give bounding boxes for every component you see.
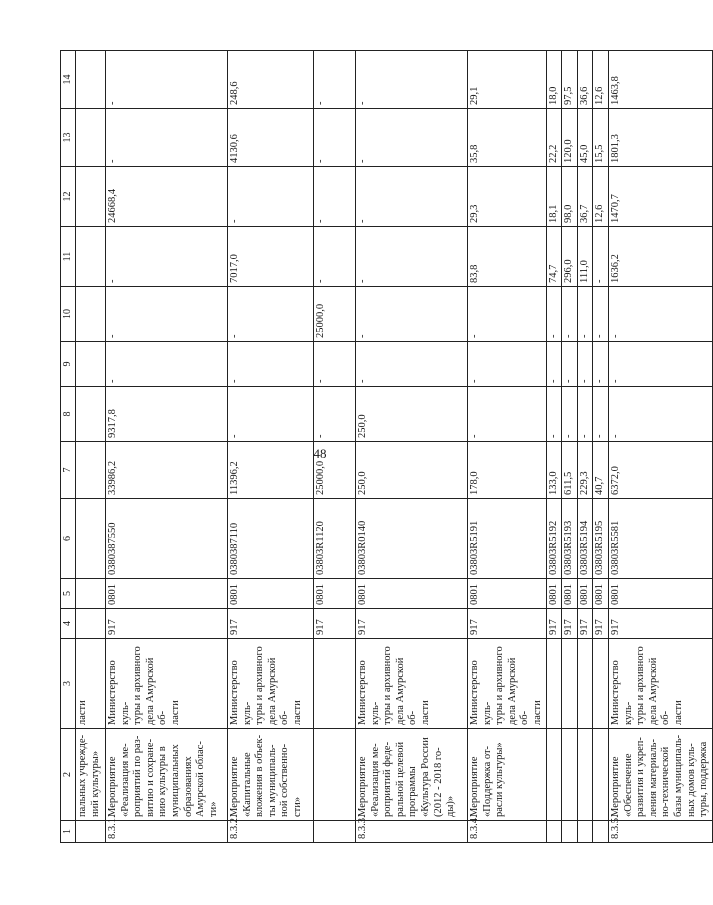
cell-col-7: 178,0 <box>468 442 547 499</box>
cell-col-6: 03803R5581 <box>608 499 712 579</box>
cell-col-10: - <box>562 287 578 342</box>
cell-col-10: - <box>356 287 468 342</box>
cell-col-7: 11396,2 <box>228 442 314 499</box>
cell-col-3: Министерство куль- туры и архивного дела Амурской об- ласти <box>608 639 712 729</box>
cell-col-1 <box>546 821 562 843</box>
cell-col-8: - <box>608 387 712 442</box>
cell-col-8: - <box>593 387 609 442</box>
column-number-10: 10 <box>61 287 76 342</box>
cell-col-13: - <box>106 109 228 167</box>
cell-col-6: 03803R5194 <box>577 499 593 579</box>
cell-col-8: - <box>314 387 356 442</box>
cell-col-14: 18,0 <box>546 51 562 109</box>
cell-col-2: Мероприятие «Поддержка от- расли культуры» <box>468 729 547 821</box>
cell-col-9: - <box>314 342 356 387</box>
column-number-5: 5 <box>61 579 76 609</box>
cell-col-12: 36,7 <box>577 167 593 227</box>
cell-col-4 <box>76 609 106 639</box>
cell-col-11: - <box>356 227 468 287</box>
cell-col-10 <box>76 287 106 342</box>
rotated-table-wrapper <box>60 51 710 843</box>
cell-col-8: - <box>562 387 578 442</box>
cell-col-13 <box>76 109 106 167</box>
cell-col-11: - <box>593 227 609 287</box>
cell-col-3: ласти <box>76 639 106 729</box>
cell-col-6: 03803R5193 <box>562 499 578 579</box>
cell-col-13: - <box>314 109 356 167</box>
cell-col-4: 917 <box>106 609 228 639</box>
cell-col-3: Министерство куль- туры и архивного дела Амурской об- ласти <box>356 639 468 729</box>
cell-col-3 <box>593 639 609 729</box>
cell-col-8: - <box>546 387 562 442</box>
cell-col-11: 74,7 <box>546 227 562 287</box>
cell-col-1: 8.3.2. <box>228 821 314 843</box>
cell-col-11: 83,8 <box>468 227 547 287</box>
cell-col-5: 0801 <box>356 579 468 609</box>
cell-col-6: 03803R5192 <box>546 499 562 579</box>
cell-col-12: 1470,7 <box>608 167 712 227</box>
cell-col-12: 98,0 <box>562 167 578 227</box>
cell-col-1 <box>593 821 609 843</box>
cell-col-7: 33986,2 <box>106 442 228 499</box>
cell-col-3: Министерство куль- туры и архивного дела Амурской об- ласти <box>106 639 228 729</box>
cell-col-1: 8.3.4. <box>468 821 547 843</box>
cell-col-1: 8.3.3. <box>356 821 468 843</box>
table-row <box>228 51 314 843</box>
table-row <box>562 51 578 843</box>
cell-col-5 <box>76 579 106 609</box>
column-number-8: 8 <box>61 387 76 442</box>
cell-col-13: 120,0 <box>562 109 578 167</box>
cell-col-8: 9317,8 <box>106 387 228 442</box>
cell-col-13: 15,5 <box>593 109 609 167</box>
cell-col-9: - <box>106 342 228 387</box>
cell-col-4: 917 <box>228 609 314 639</box>
cell-col-14: 248,6 <box>228 51 314 109</box>
cell-col-5: 0801 <box>314 579 356 609</box>
cell-col-10: - <box>228 287 314 342</box>
cell-col-8: - <box>577 387 593 442</box>
cell-col-2: пальных учрежде- ний культуры» <box>76 729 106 821</box>
cell-col-11: 1636,2 <box>608 227 712 287</box>
cell-col-1 <box>76 821 106 843</box>
cell-col-9: - <box>562 342 578 387</box>
cell-col-1 <box>577 821 593 843</box>
table-row <box>468 51 547 843</box>
page-number: 48 <box>313 446 327 461</box>
cell-col-4: 917 <box>562 609 578 639</box>
budget-table <box>60 50 713 843</box>
cell-col-13: - <box>356 109 468 167</box>
cell-col-1: 8.3.1. <box>106 821 228 843</box>
cell-col-8 <box>76 387 106 442</box>
cell-col-6: 03803R5195 <box>593 499 609 579</box>
header-row <box>61 51 76 843</box>
column-number-3: 3 <box>61 639 76 729</box>
cell-col-4: 917 <box>356 609 468 639</box>
column-number-1: 1 <box>61 821 76 843</box>
cell-col-6: 0380387110 <box>228 499 314 579</box>
cell-col-2: Мероприятие «Капитальные вложения в объек- ты муниципаль- ной собственно- сти» <box>228 729 314 821</box>
cell-col-6: 03803R5191 <box>468 499 547 579</box>
cell-col-7 <box>76 442 106 499</box>
cell-col-5: 0801 <box>608 579 712 609</box>
cell-col-4: 917 <box>546 609 562 639</box>
cell-col-4: 917 <box>577 609 593 639</box>
table-row <box>356 51 468 843</box>
cell-col-11: 7017,0 <box>228 227 314 287</box>
cell-col-12: - <box>314 167 356 227</box>
cell-col-14: 97,5 <box>562 51 578 109</box>
cell-col-10: - <box>593 287 609 342</box>
cell-col-6: 03803R1120 <box>314 499 356 579</box>
cell-col-2: Мероприятие «Реализация ме- роприятий по раз- витию и сохране- нию культуры в муниципальных образованиях Амурской облас- ти» <box>106 729 228 821</box>
cell-col-9: - <box>228 342 314 387</box>
column-number-11: 11 <box>61 227 76 287</box>
cell-col-13: 1801,3 <box>608 109 712 167</box>
cell-col-5: 0801 <box>562 579 578 609</box>
cell-col-3 <box>314 639 356 729</box>
table-row <box>106 51 228 843</box>
cell-col-9: - <box>577 342 593 387</box>
cell-col-14 <box>76 51 106 109</box>
cell-col-4: 917 <box>593 609 609 639</box>
cell-col-7: 611,5 <box>562 442 578 499</box>
cell-col-10: - <box>106 287 228 342</box>
cell-col-5: 0801 <box>106 579 228 609</box>
cell-col-14: - <box>106 51 228 109</box>
cell-col-12: - <box>228 167 314 227</box>
cell-col-11 <box>76 227 106 287</box>
cell-col-7: 25000,0 <box>314 442 356 499</box>
cell-col-2 <box>562 729 578 821</box>
cell-col-5: 0801 <box>577 579 593 609</box>
cell-col-4: 917 <box>608 609 712 639</box>
cell-col-4: 917 <box>468 609 547 639</box>
cell-col-14: 1463,8 <box>608 51 712 109</box>
cell-col-9 <box>76 342 106 387</box>
cell-col-14: 12,6 <box>593 51 609 109</box>
cell-col-14: 36,6 <box>577 51 593 109</box>
cell-col-11: 111,0 <box>577 227 593 287</box>
cell-col-2 <box>546 729 562 821</box>
cell-col-8: - <box>228 387 314 442</box>
cell-col-3 <box>562 639 578 729</box>
cell-col-9: - <box>593 342 609 387</box>
cell-col-11: 296,0 <box>562 227 578 287</box>
cell-col-6 <box>76 499 106 579</box>
cell-col-3: Министерство куль- туры и архивного дела Амурской об- ласти <box>468 639 547 729</box>
cell-col-12: 29,3 <box>468 167 547 227</box>
cell-col-12: 12,6 <box>593 167 609 227</box>
cell-col-10: - <box>608 287 712 342</box>
column-number-7: 7 <box>61 442 76 499</box>
cell-col-7: 133,0 <box>546 442 562 499</box>
cell-col-2: Мероприятие «Реализация ме- роприятий феде- ральной целевой программы «Культура России (2012 - 2018 го- ды)» <box>356 729 468 821</box>
cell-col-7: 250,0 <box>356 442 468 499</box>
cell-col-14: - <box>314 51 356 109</box>
cell-col-2: Мероприятие «Обеспечение развития и укреп- ления материаль- но-технической базы муниципаль- ных домов куль- туры, поддержка <box>608 729 712 821</box>
column-number-12: 12 <box>61 167 76 227</box>
cell-col-1 <box>314 821 356 843</box>
cell-col-7: 229,3 <box>577 442 593 499</box>
column-number-14: 14 <box>61 51 76 109</box>
cell-col-9: - <box>468 342 547 387</box>
cell-col-13: 45,0 <box>577 109 593 167</box>
cell-col-3 <box>577 639 593 729</box>
cell-col-5: 0801 <box>468 579 547 609</box>
cell-col-3: Министерство куль- туры и архивного дела Амурской об- ласти <box>228 639 314 729</box>
cell-col-5: 0801 <box>228 579 314 609</box>
column-number-4: 4 <box>61 609 76 639</box>
column-number-6: 6 <box>61 499 76 579</box>
cell-col-8: - <box>468 387 547 442</box>
cell-col-1: 8.3.5. <box>608 821 712 843</box>
cell-col-11: - <box>106 227 228 287</box>
cell-col-12: 18,1 <box>546 167 562 227</box>
cell-col-9: - <box>356 342 468 387</box>
table-row <box>577 51 593 843</box>
cell-col-2 <box>577 729 593 821</box>
cell-col-8: 250,0 <box>356 387 468 442</box>
table-row <box>608 51 712 843</box>
cell-col-7: 40,7 <box>593 442 609 499</box>
cell-col-9: - <box>546 342 562 387</box>
cell-col-12: 24668,4 <box>106 167 228 227</box>
cell-col-6: 03803R0140 <box>356 499 468 579</box>
cell-col-3 <box>546 639 562 729</box>
cell-col-10: - <box>577 287 593 342</box>
cell-col-12: - <box>356 167 468 227</box>
cell-col-4: 917 <box>314 609 356 639</box>
table-row <box>546 51 562 843</box>
cell-col-13: 4130,6 <box>228 109 314 167</box>
column-number-9: 9 <box>61 342 76 387</box>
cell-col-14: - <box>356 51 468 109</box>
cell-col-10: - <box>468 287 547 342</box>
cell-col-5: 0801 <box>546 579 562 609</box>
cell-col-13: 22,2 <box>546 109 562 167</box>
cell-col-11: - <box>314 227 356 287</box>
cell-col-2 <box>593 729 609 821</box>
cell-col-12 <box>76 167 106 227</box>
cell-col-5: 0801 <box>593 579 609 609</box>
column-number-2: 2 <box>61 729 76 821</box>
cell-col-14: 29,1 <box>468 51 547 109</box>
cell-col-1 <box>562 821 578 843</box>
table-row <box>593 51 609 843</box>
cell-col-9: - <box>608 342 712 387</box>
table-row <box>314 51 356 843</box>
cell-col-2 <box>314 729 356 821</box>
cell-col-10: - <box>546 287 562 342</box>
cell-col-10: 25000,0 <box>314 287 356 342</box>
column-number-13: 13 <box>61 109 76 167</box>
table-row <box>76 51 106 843</box>
cell-col-6: 0380387550 <box>106 499 228 579</box>
cell-col-7: 6372,0 <box>608 442 712 499</box>
table-body <box>61 51 713 843</box>
cell-col-13: 35,8 <box>468 109 547 167</box>
